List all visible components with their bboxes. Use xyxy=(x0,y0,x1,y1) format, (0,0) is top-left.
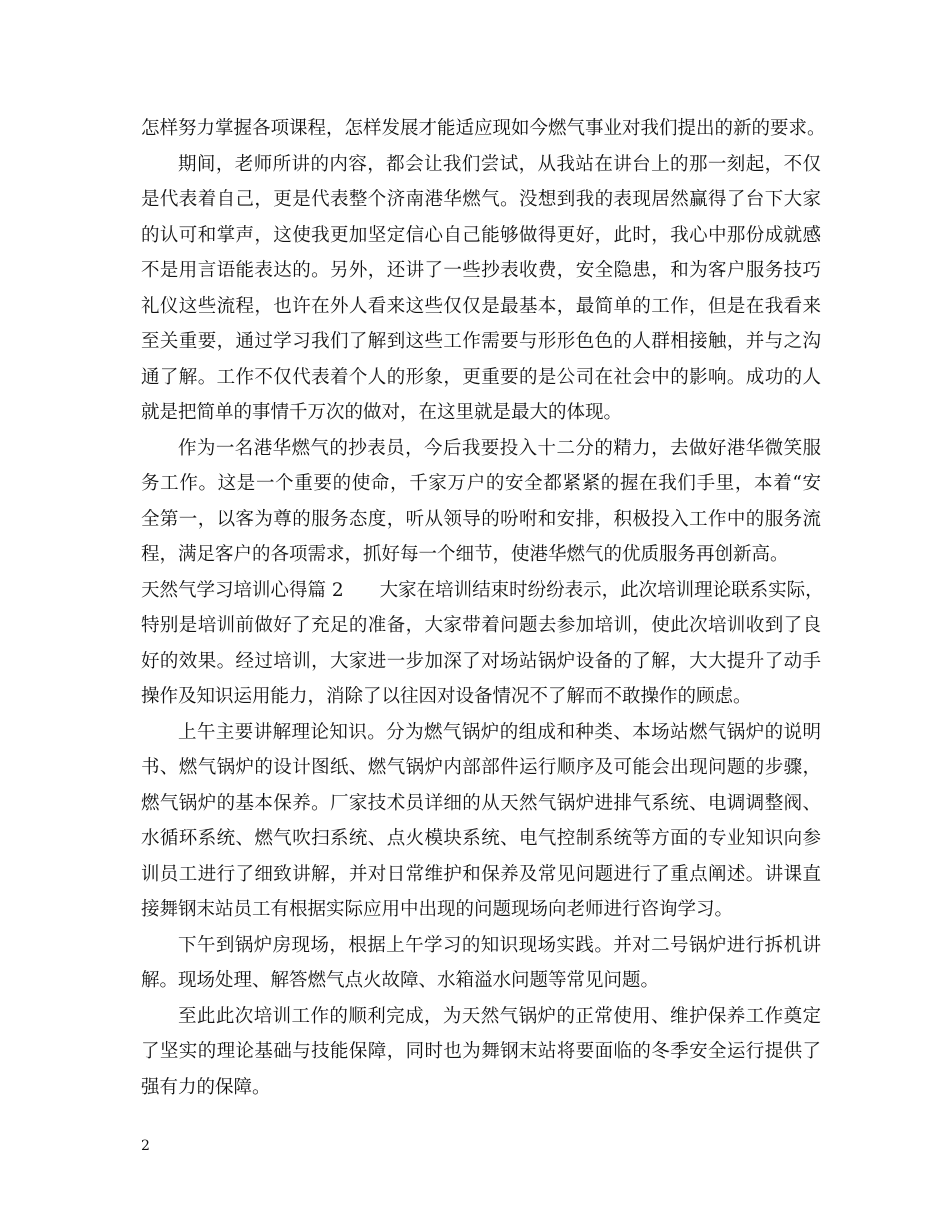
text-line: 至此此次培训工作的顺利完成，为天然气锅炉的正常使用、维护保养工作奠定 xyxy=(178,1005,821,1027)
text-line: 操作及知识运用能力，消除了以往因对设备情况不了解而不敢操作的顾虑。 xyxy=(141,686,752,707)
text-line: 是代表着自己，更是代表整个济南港华燃气。没想到我的表现居然赢得了台下大家 xyxy=(141,189,821,210)
text-line: 下午到锅炉房现场，根据上午学习的知识现场实践。并对二号锅炉进行拆机讲 xyxy=(178,934,821,956)
text-line: 至关重要，通过学习我们了解到这些工作需要与形形色色的人群相接触，并与之沟 xyxy=(141,331,821,352)
page-number: 2 xyxy=(141,1138,150,1154)
text-line: 通了解。工作不仅代表着个人的形象，更重要的是公司在社会中的影响。成功的人 xyxy=(141,366,821,388)
text-line: 解。现场处理、解答燃气点火故障、水箱溢水问题等常见问题。 xyxy=(141,970,660,991)
text-line: 水循环系统、燃气吹扫系统、点火模块系统、电气控制系统等方面的专业知识向参 xyxy=(141,828,821,849)
section-heading-line xyxy=(141,573,824,609)
text-line: 上午主要讲解理论知识。分为燃气锅炉的组成和种类、本场站燃气锅炉的说明 xyxy=(178,721,821,743)
text-line: 期间，老师所讲的内容，都会让我们尝试，从我站在讲台上的那一刻起，不仅 xyxy=(178,153,821,175)
text-line: 强有力的保障。 xyxy=(141,1076,271,1098)
document-body xyxy=(141,111,826,1105)
text-line: 好的效果。经过培训，大家进一步加深了对场站锅炉设备的了解，大大提升了动手 xyxy=(141,650,821,672)
text-line: 大家在培训结束时纷纷表示，此次培训理论联系实际， xyxy=(379,579,824,601)
text-line: 接舞钢末站员工有根据实际应用中出现的问题现场向老师进行咨询学习。 xyxy=(141,899,734,920)
text-line: 书、燃气锅炉的设计图纸、燃气锅炉内部部件运行顺序及可能会出现问题的步骤， xyxy=(141,757,821,778)
text-line: 就是把简单的事情千万次的做对，在这里就是最大的体现。 xyxy=(141,402,623,423)
text-line: 全第一，以客为尊的服务态度，听从领导的吩咐和安排，积极投入工作中的服务流 xyxy=(141,508,821,530)
text-line: 训员工进行了细致讲解，并对日常维护和保养及常见问题进行了重点阐述。讲课直 xyxy=(141,863,821,885)
text-line: 的认可和掌声，这使我更加坚定信心自己能够做得更好，此时，我心中那份成就感 xyxy=(141,224,821,246)
text-line: 务工作。这是一个重要的使命，千家万户的安全都紧紧的握在我们手里，本着“安 xyxy=(141,473,821,494)
text-line: 了坚实的理论基础与技能保障，同时也为舞钢末站将要面临的冬季安全运行提供了 xyxy=(141,1041,821,1062)
section-heading: 天然气学习培训心得篇 2 xyxy=(141,579,344,601)
text-line: 燃气锅炉的基本保养。厂家技术员详细的从天然气锅炉进排气系统、电调调整阀、 xyxy=(141,792,821,814)
text-line: 程，满足客户的各项需求，抓好每一个细节，使港华燃气的优质服务再创新高。 xyxy=(141,544,789,565)
text-line: 特别是培训前做好了充足的准备，大家带着问题去参加培训，使此次培训收到了良 xyxy=(141,615,821,636)
text-line: 不是用言语能表达的。另外，还讲了一些抄表收费，安全隐患，和为客户服务技巧 xyxy=(141,260,821,281)
text-line: 礼仪这些流程，也许在外人看来这些仅仅是最基本，最简单的工作，但是在我看来 xyxy=(141,295,821,317)
text-line: 作为一名港华燃气的抄表员，今后我要投入十二分的精力，去做好港华微笑服 xyxy=(178,437,821,459)
text-line: 怎样努力掌握各项课程，怎样发展才能适应现如今燃气事业对我们提出的新的要求。 xyxy=(141,118,826,139)
